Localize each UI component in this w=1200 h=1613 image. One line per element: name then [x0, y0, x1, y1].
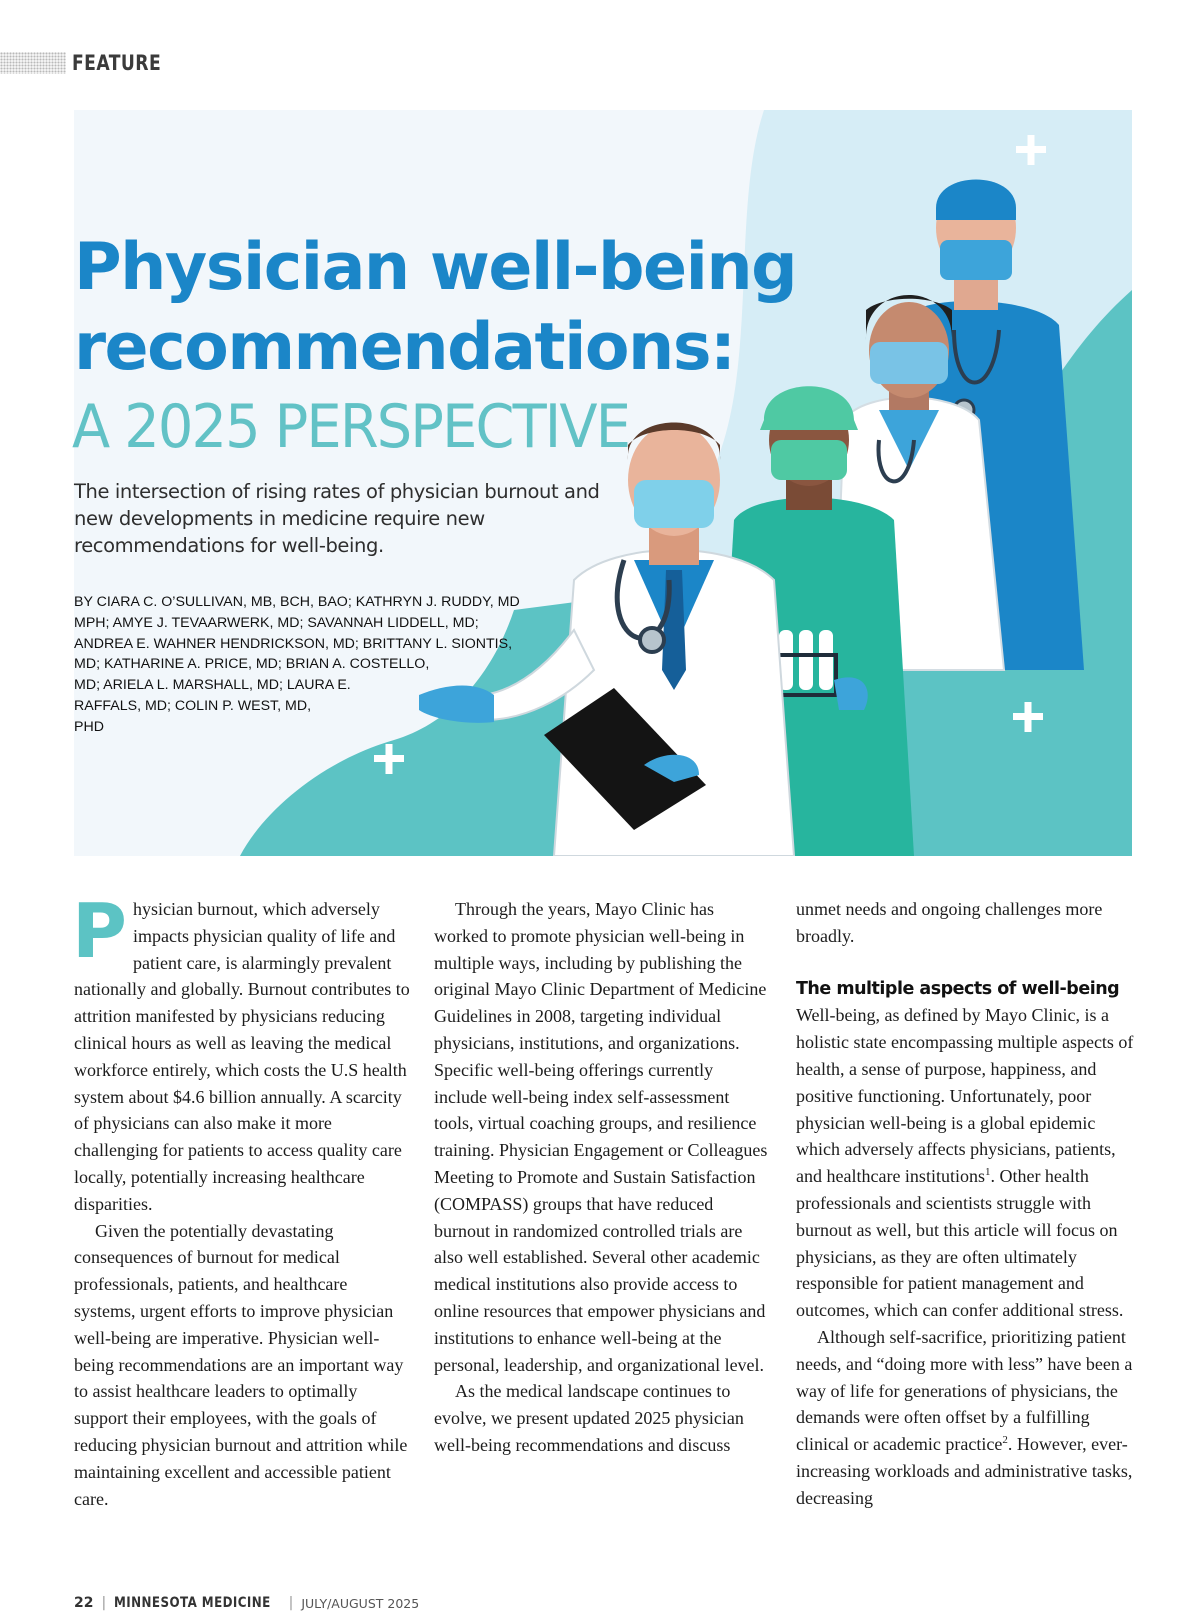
body-paragraph: unmet needs and ongoing challenges more broadly. — [796, 899, 1103, 946]
page-number: 22 — [74, 1595, 94, 1611]
byline-line: RAFFALS, MD; COLIN P. WEST, MD, — [74, 697, 312, 714]
body-paragraph: Through the years, Mayo Clinic has worked to promote physician well-being in multiple ways, including by publishing the original Mayo Clinic Department of Medicine Guidelines in 2008, targeting individual physicians, institutions, and organizations. Specific well-being offerings currently include well-being index self-assessment tools, virtual coaching groups, and resilience training. Physician Engagement or Colleagues Meeting to Promote and Sustain Satisfaction (COMPASS) groups that have reduced burnout in randomized controlled trials are also well established. Several other academic medical institutions also provide access to online resources that empower physicians and institutions to enhance well-being at the personal, leadership, and organizational level. — [434, 899, 768, 1375]
byline-line: MPH; AMYE J. TEVAARWERK, MD; SAVANNAH LIDDELL, MD; — [74, 614, 479, 631]
body-column-3 — [796, 896, 1136, 1512]
footer-divider: | — [101, 1595, 107, 1611]
paragraph-text: hysician burnout, which adversely impacts physician quality of life and patient care, is alarmingly prevalent nationally and globally. Burnout contributes to attrition manifested by physicians reducing clinical hours as well as leaving the medical workforce entirely, which costs the U.S health system about $4.6 billion annually. A scarcity of physicians can also make it more challenging for patients to access quality care locally, potentially increasing healthcare disparities. — [74, 899, 410, 1214]
article-subhead: A 2025 PERSPECTIVE — [72, 392, 630, 462]
body-paragraph — [796, 1002, 1136, 1324]
headline-line-2: recommendations: — [74, 310, 735, 385]
publication-name: MINNESOTA MEDICINE — [114, 1595, 271, 1611]
test-tube-rack-icon — [774, 630, 836, 695]
issue-date: JULY/AUGUST 2025 — [301, 1595, 420, 1611]
reference-marker: 1 — [984, 1166, 991, 1179]
body-column-2 — [434, 896, 770, 1459]
section-label: FEATURE — [72, 51, 162, 75]
article-headline — [74, 228, 814, 388]
body-paragraph: As the medical landscape continues to evolve, we present updated 2025 physician well-being recommendations and discuss — [434, 1381, 744, 1455]
reference-marker: 2 — [1002, 1434, 1008, 1447]
dotted-rule-decoration — [0, 52, 66, 74]
byline-line: ANDREA E. WAHNER HENDRICKSON, MD; BRITTANY L. SIONTIS, — [74, 635, 513, 652]
paragraph-text: Well-being, as defined by Mayo Clinic, is a holistic state encompassing multiple aspects of health, a sense of purpose, happiness, and positive functioning. Unfortunately, poor physician well-being is a global epidemic which adversely affects physicians, patients, and healthcare institutions — [796, 1005, 1134, 1187]
body-paragraph — [796, 1324, 1136, 1512]
byline-line: BY CIARA C. O’SULLIVAN, MB, BCH, BAO; KATHRYN J. RUDDY, MD — [74, 594, 520, 610]
paragraph-text: . However, ever-increasing workloads and administrative tasks, decreasing — [796, 1434, 1133, 1508]
drop-cap: P — [72, 887, 127, 975]
headline-line-1: Physician well-being — [74, 230, 797, 305]
footer-divider: | — [288, 1595, 294, 1611]
paragraph-text: Although self-sacrifice, prioritizing patient needs, and “doing more with less” have been a way of life for generations of physicians, the demands were often offset by a fulfilling clinical or academic practice — [796, 1326, 1133, 1455]
article-dek: The intersection of rising rates of physician burnout and new developments in medicine require new recommendations for well-being. — [74, 480, 600, 557]
body-paragraph — [72, 887, 410, 1218]
paragraph-text: . Other health professionals and scientists struggle with burnout as well, but this article will focus on physicians, as they are often ultimately responsible for patient management and outcomes, which can confer additional stress. — [796, 1166, 1124, 1321]
section-tag — [0, 48, 181, 78]
section-heading: The multiple aspects of well-being — [796, 978, 1120, 999]
byline-line: MD; KATHARINE A. PRICE, MD; BRIAN A. COSTELLO, — [74, 656, 430, 673]
author-byline — [74, 592, 544, 738]
body-paragraph: Given the potentially devastating consequences of burnout for medical professionals, patients, and healthcare systems, urgent efforts to improve physician well-being are imperative. Physician well-being recommendations are an important way to assist healthcare leaders to optimally support their employees, with the goals of reducing physician burnout and attrition while maintaining excellent and accessible patient care. — [74, 1220, 408, 1509]
byline-line: MD; ARIELA L. MARSHALL, MD; LAURA E. — [74, 677, 351, 694]
byline-line: PHD — [74, 718, 104, 735]
page-footer — [74, 1593, 419, 1613]
body-column-1 — [72, 887, 410, 1512]
